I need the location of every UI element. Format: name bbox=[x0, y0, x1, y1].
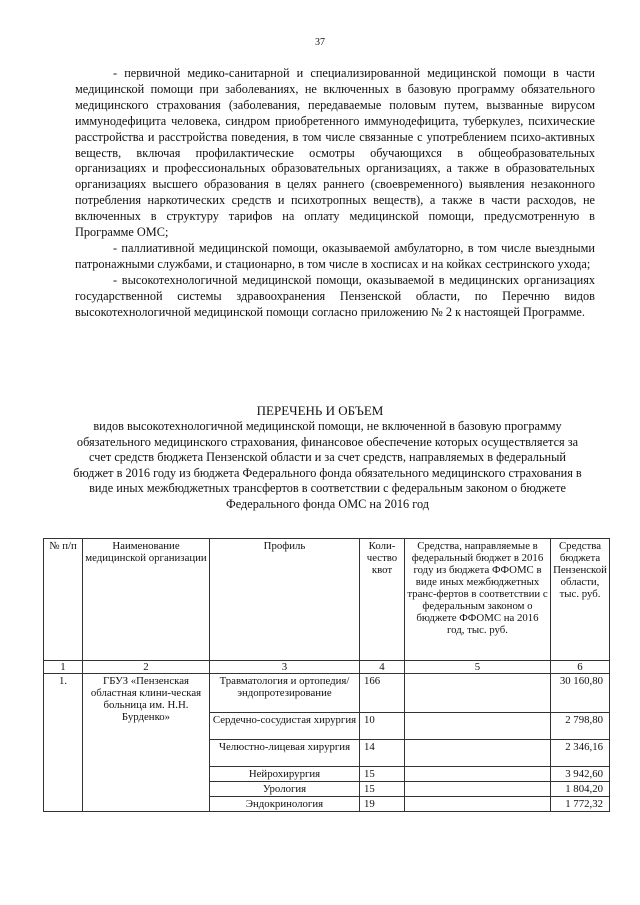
body-text bbox=[75, 66, 595, 321]
col-number: 3 bbox=[210, 661, 360, 674]
profile-cell: Нейрохирургия bbox=[210, 767, 360, 782]
header-org: Наименование медицинской организации bbox=[83, 539, 210, 661]
col-number: 6 bbox=[551, 661, 610, 674]
regional-funds-cell: 1 772,32 bbox=[551, 797, 610, 812]
high-tech-care-table bbox=[43, 538, 610, 812]
quota-cell: 10 bbox=[360, 713, 405, 740]
quota-cell: 14 bbox=[360, 740, 405, 767]
row-number: 1. bbox=[44, 674, 83, 812]
profile-cell: Травматология и ортопедия/ эндопротезирование bbox=[210, 674, 360, 713]
federal-funds-cell bbox=[405, 713, 551, 740]
paragraph-palliative-care: - паллиативной медицинской помощи, оказываемой амбулаторно, в том числе выездными патронажными службами, и стационарно, в том числе в хосписах и на койках сестринского ухода; bbox=[75, 240, 595, 271]
federal-funds-cell bbox=[405, 740, 551, 767]
quota-cell: 15 bbox=[360, 767, 405, 782]
header-regional: Средства бюджета Пензенской области, тыс. руб. bbox=[551, 539, 610, 661]
section-subtitle: видов высокотехнологичной медицинской помощи, не включенной в базовую программу обязательного медицинского страхования, финансовое обеспечение которых осуществляется за счет средств бюджета Пензенской области и за счет средств, направляемых в федеральный бюджет в 2016 году из бюджета Федерального фонда обязательного медицинского страхования в виде иных межбюджетных трансфертов в соответствии с федеральным законом о бюджете Федерального фонда ОМС на 2016 год bbox=[73, 419, 582, 511]
table-row bbox=[44, 674, 610, 713]
section-title: ПЕРЕЧЕНЬ И ОБЪЕМ bbox=[256, 403, 384, 418]
quota-cell: 15 bbox=[360, 782, 405, 797]
col-number: 5 bbox=[405, 661, 551, 674]
profile-cell: Сердечно-сосудистая хирургия bbox=[210, 713, 360, 740]
table-header-row bbox=[44, 539, 610, 661]
regional-funds-cell: 1 804,20 bbox=[551, 782, 610, 797]
col-number: 2 bbox=[83, 661, 210, 674]
profile-cell: Урология bbox=[210, 782, 360, 797]
header-federal: Средства, направляемые в федеральный бюджет в 2016 году из бюджета ФФОМС в виде иных межбюджетных транс-фертов в соответствии с федеральным законом о бюджете ФФОМС на 2016 год, тыс. руб. bbox=[405, 539, 551, 661]
quota-cell: 19 bbox=[360, 797, 405, 812]
regional-funds-cell: 30 160,80 bbox=[551, 674, 610, 713]
quota-cell: 166 bbox=[360, 674, 405, 713]
column-number-row bbox=[44, 661, 610, 674]
col-number: 4 bbox=[360, 661, 405, 674]
page-number: 37 bbox=[315, 37, 325, 48]
federal-funds-cell bbox=[405, 674, 551, 713]
header-num: № п/п bbox=[44, 539, 83, 661]
federal-funds-cell bbox=[405, 797, 551, 812]
organization-name: ГБУЗ «Пензенская областная клини-ческая больница им. Н.Н. Бурденко» bbox=[83, 674, 210, 812]
paragraph-primary-care: - первичной медико-санитарной и специализированной медицинской помощи в части медицинской помощи при заболеваниях, не включенных в базовую программу обязательного медицинского страхования (заболевания, передаваемые половым путем, вызванные вирусом иммунодефицита человека, синдром приобретенного иммунодефицита, туберкулез, психические расстройства и расстройства поведения, в том числе связанные с употреблением психо-активных веществ, включая профилактические осмотры обучающихся в общеобразовательных организациях и профессиональных образовательных организациях, а также в образовательных организациях высшего образования в целях раннего (своевременного) выявления незаконного потребления наркотических средств и психотропных веществ), а также в части расходов, не включенных в структуру тарифов на оплату медицинской помощи, предусмотренную в Программе ОМС; bbox=[75, 66, 595, 240]
profile-cell: Челюстно-лицевая хирургия bbox=[210, 740, 360, 767]
regional-funds-cell: 3 942,60 bbox=[551, 767, 610, 782]
header-profile: Профиль bbox=[210, 539, 360, 661]
col-number: 1 bbox=[44, 661, 83, 674]
paragraph-high-tech-care: - высокотехнологичной медицинской помощи, оказываемой в медицинских организациях государственной системы здравоохранения Пензенской области, по Перечню видов высокотехнологичной медицинской помощи согласно приложению № 2 к настоящей Программе. bbox=[75, 272, 595, 319]
profile-cell: Эндокринология bbox=[210, 797, 360, 812]
regional-funds-cell: 2 798,80 bbox=[551, 713, 610, 740]
federal-funds-cell bbox=[405, 767, 551, 782]
regional-funds-cell: 2 346,16 bbox=[551, 740, 610, 767]
header-qty: Коли-чество квот bbox=[360, 539, 405, 661]
federal-funds-cell bbox=[405, 782, 551, 797]
